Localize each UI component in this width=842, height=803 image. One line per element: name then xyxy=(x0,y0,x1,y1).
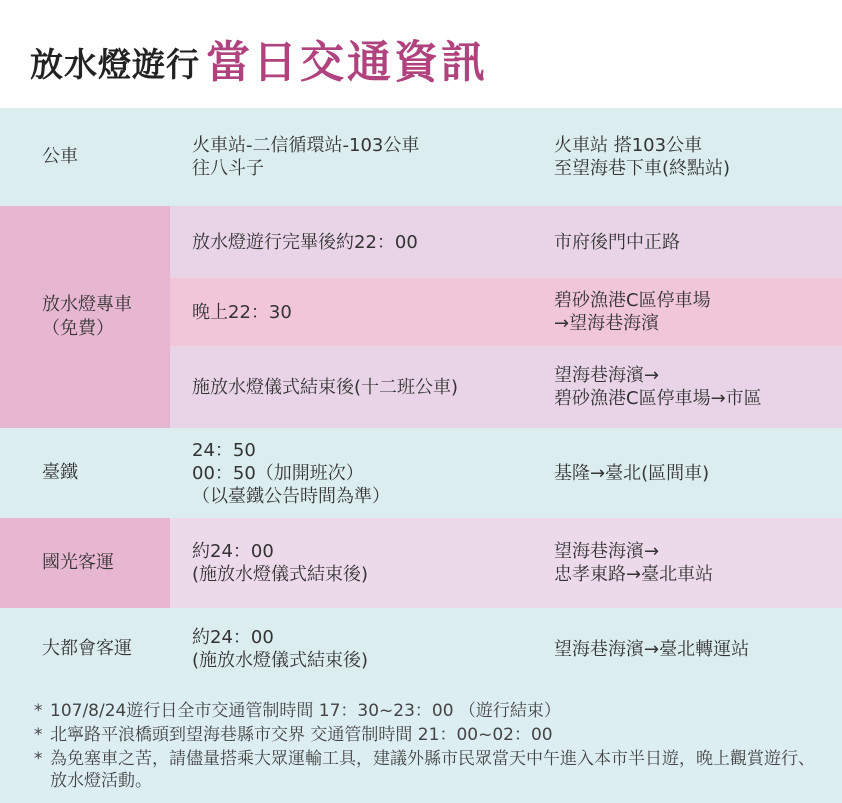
table-row-metro xyxy=(0,608,842,690)
shuttle-route: 碧砂漁港C區停車場 →望海巷海濱 xyxy=(554,290,711,334)
bus-schedule: 火車站-二信循環站-103公車 往八斗子 xyxy=(192,135,420,179)
shuttle-subrow xyxy=(170,206,842,278)
note-item xyxy=(34,700,824,722)
category-metro: 大都會客運 xyxy=(0,608,170,690)
table-row-shuttle xyxy=(0,206,842,428)
note-item xyxy=(34,724,824,746)
kuokuang-schedule: 約24：00 (施放水燈儀式結束後) xyxy=(192,541,369,585)
shuttle-time: 晚上22：30 xyxy=(192,301,292,323)
shuttle-time: 放水燈遊行完畢後約22：00 xyxy=(192,231,418,253)
category-railway: 臺鐵 xyxy=(0,428,170,518)
railway-route: 基隆→臺北(區間車) xyxy=(554,462,710,484)
metro-route: 望海巷海濱→臺北轉運站 xyxy=(554,638,750,660)
shuttle-subrow xyxy=(170,346,842,428)
title-accent: 當日交通資訊 xyxy=(206,37,488,88)
page-title xyxy=(30,30,488,90)
notes-section xyxy=(0,690,842,803)
note-bullet: * xyxy=(34,701,43,721)
metro-schedule: 約24：00 (施放水燈儀式結束後) xyxy=(192,627,369,671)
category-kuokuang: 國光客運 xyxy=(0,518,170,608)
category-bus: 公車 xyxy=(0,108,170,206)
railway-schedule: 24：50 00：50（加開班次） （以臺鐵公告時間為準） xyxy=(192,439,390,507)
note-item xyxy=(34,748,824,792)
note-text: 為免塞車之苦，請儘量搭乘大眾運輸工具，建議外縣市民眾當天中午進入本市半日遊，晚上觀賞遊行、放水燈活動。 xyxy=(50,749,815,791)
note-bullet: * xyxy=(34,725,43,745)
bus-route: 火車站 搭103公車 至望海巷下車(終點站) xyxy=(554,135,731,179)
table-row-bus xyxy=(0,108,842,206)
shuttle-subrow xyxy=(170,278,842,346)
note-text: 107/8/24遊行日全市交通管制時間 17：30~23：00 （遊行結束） xyxy=(50,701,561,721)
note-bullet: * xyxy=(34,749,43,769)
category-shuttle: 放水燈專車 （免費） xyxy=(0,206,170,428)
shuttle-time: 施放水燈儀式結束後(十二班公車) xyxy=(192,376,459,398)
table-row-kuokuang xyxy=(0,518,842,608)
kuokuang-route: 望海巷海濱→ 忠孝東路→臺北車站 xyxy=(554,541,714,585)
note-text: 北寧路平浪橋頭到望海巷縣市交界 交通管制時間 21：00~02：00 xyxy=(50,725,553,745)
title-main: 放水燈遊行 xyxy=(30,45,200,84)
table-row-railway xyxy=(0,428,842,518)
shuttle-route: 市府後門中正路 xyxy=(554,231,680,253)
shuttle-route: 望海巷海濱→ 碧砂漁港C區停車場→市區 xyxy=(554,365,762,409)
